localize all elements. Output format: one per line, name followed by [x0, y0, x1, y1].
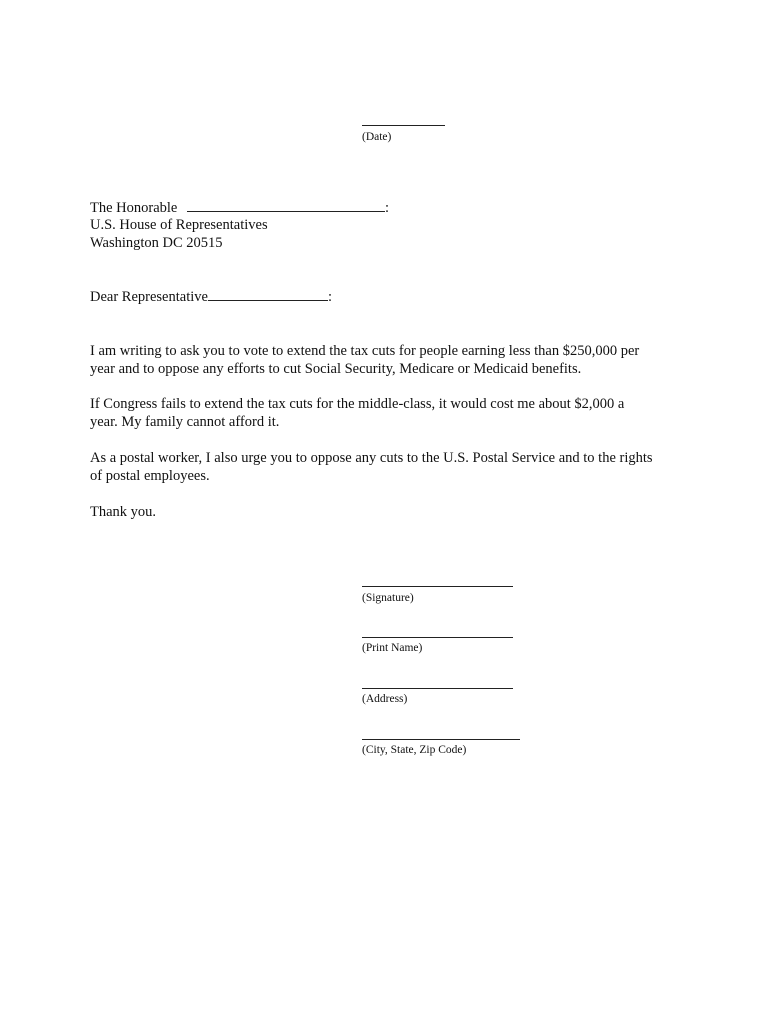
- date-field-line[interactable]: [362, 125, 445, 126]
- paragraph-2-line-1: If Congress fails to extend the tax cuts for the middle-class, it would cost me about $2,000 a: [90, 396, 625, 412]
- paragraph-1-line-1: I am writing to ask you to vote to extend the tax cuts for people earning less than $250,000 per: [90, 343, 640, 359]
- address-line-3: Washington DC 20515: [90, 235, 223, 251]
- print-name-caption: (Print Name): [362, 642, 423, 654]
- greeting-suffix: :: [327, 289, 332, 305]
- date-caption: (Date): [362, 131, 392, 143]
- salutation-suffix: :: [385, 200, 390, 216]
- signature-caption: (Signature): [362, 592, 414, 604]
- greeting-line: [90, 288, 332, 306]
- paragraph-1-line-2: year and to oppose any efforts to cut Social Security, Medicare or Medicaid benefits.: [90, 361, 582, 377]
- paragraph-2-line-2: year. My family cannot afford it.: [90, 414, 280, 430]
- print-name-field-line[interactable]: [362, 637, 513, 638]
- representative-name-blank[interactable]: [187, 199, 385, 212]
- address-line-2: U.S. House of Representatives: [90, 217, 268, 233]
- recipient-line: [90, 199, 389, 217]
- greeting-prefix: Dear Representative: [90, 289, 208, 305]
- salutation-prefix: The Honorable: [90, 200, 178, 216]
- address-caption: (Address): [362, 693, 408, 705]
- paragraph-3-line-2: of postal employees.: [90, 468, 210, 484]
- address-field-line[interactable]: [362, 688, 513, 689]
- city-state-zip-caption: (City, State, Zip Code): [362, 744, 467, 756]
- closing-line: Thank you.: [90, 504, 157, 520]
- city-state-zip-field-line[interactable]: [362, 739, 520, 740]
- greeting-name-blank[interactable]: [208, 288, 328, 301]
- signature-field-line[interactable]: [362, 586, 513, 587]
- paragraph-3-line-1: As a postal worker, I also urge you to oppose any cuts to the U.S. Postal Service and to the rights: [90, 450, 653, 466]
